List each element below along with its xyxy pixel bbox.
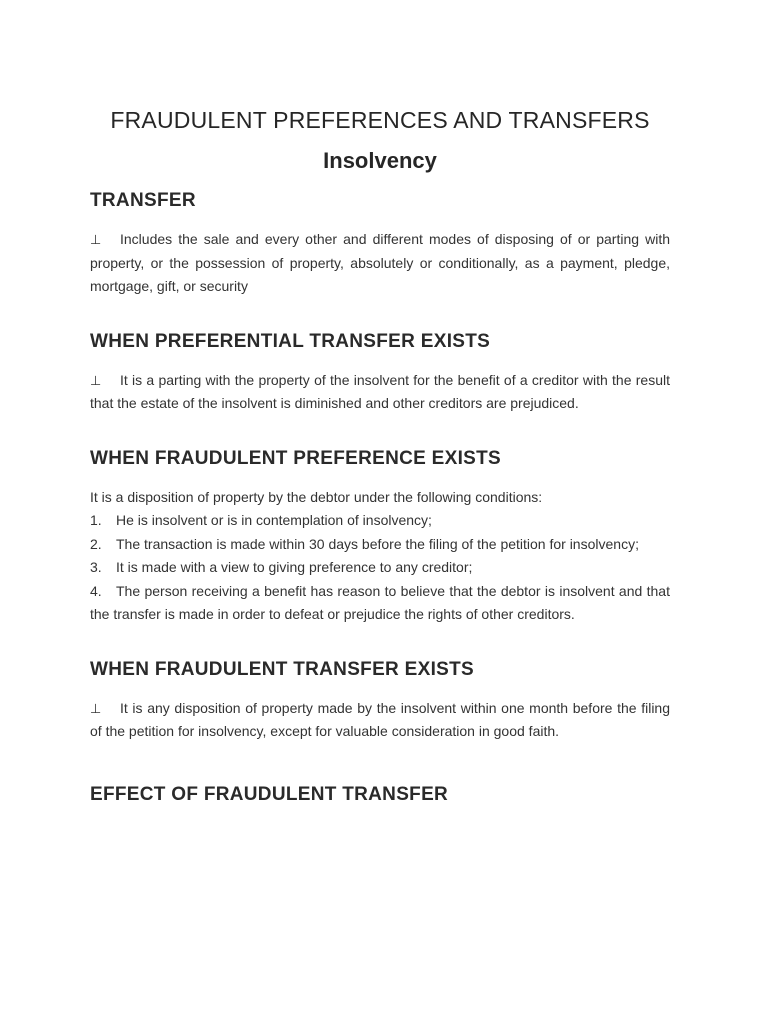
list-number: 3. [90,559,102,575]
document-subtitle: Insolvency [323,148,437,173]
section-heading: WHEN FRAUDULENT PREFERENCE EXISTS [90,447,502,469]
list-item-text: It is made with a view to giving preference to any creditor; [116,559,473,575]
section-heading: WHEN PREFERENTIAL TRANSFER EXISTS [90,330,491,352]
section-fraudulent-preference [90,446,670,627]
paragraph-text: It is a parting with the property of the insolvent for the benefit of a creditor with the result that the estate of the insolvent is diminished and other creditors are prejudiced. [90,371,670,411]
section-heading: WHEN FRAUDULENT TRANSFER EXISTS [90,658,475,680]
document-page [90,104,670,808]
list-item-text: The person receiving a benefit has reason to believe that the debtor is insolvent and that the transfer is made in order to defeat or prejudice the rights of other creditors. [90,582,670,622]
section-effect-of-fraudulent-transfer [90,782,670,808]
bullet-paragraph [90,228,670,299]
list-item [90,556,670,580]
bullet-paragraph [90,697,670,744]
list-item-text: He is insolvent or is in contemplation of insolvency; [116,512,432,528]
list-item [90,509,670,533]
section-preferential-transfer [90,329,670,416]
bullet-icon: ⊥ [90,372,102,388]
list-item [90,533,670,557]
bullet-icon: ⊥ [90,700,102,716]
intro-paragraph: It is a disposition of property by the debtor under the following conditions: [90,488,543,505]
section-heading: EFFECT OF FRAUDULENT TRANSFER [90,783,449,805]
list-number: 4. [90,582,102,599]
bullet-icon: ⊥ [90,232,102,247]
document-title: FRAUDULENT PREFERENCES AND TRANSFERS [110,107,650,133]
list-number: 1. [90,512,102,528]
list-item [90,580,670,627]
section-fraudulent-transfer [90,657,670,744]
list-item-text: The transaction is made within 30 days before the filing of the petition for insolvency; [116,535,639,552]
section-heading: TRANSFER [90,190,196,211]
list-number: 2. [90,535,102,552]
bullet-paragraph [90,369,670,416]
numbered-list [90,509,670,627]
paragraph-text: Includes the sale and every other and different modes of disposing of or parting with property, or the possession of property, absolutely or conditionally, as a payment, pledge, mortgage, gift, or security [90,231,670,294]
paragraph-text: It is any disposition of property made by the insolvent within one month before the filing of the petition for insolvency, except for valuable consideration in good faith. [90,699,670,739]
section-transfer [90,188,670,299]
